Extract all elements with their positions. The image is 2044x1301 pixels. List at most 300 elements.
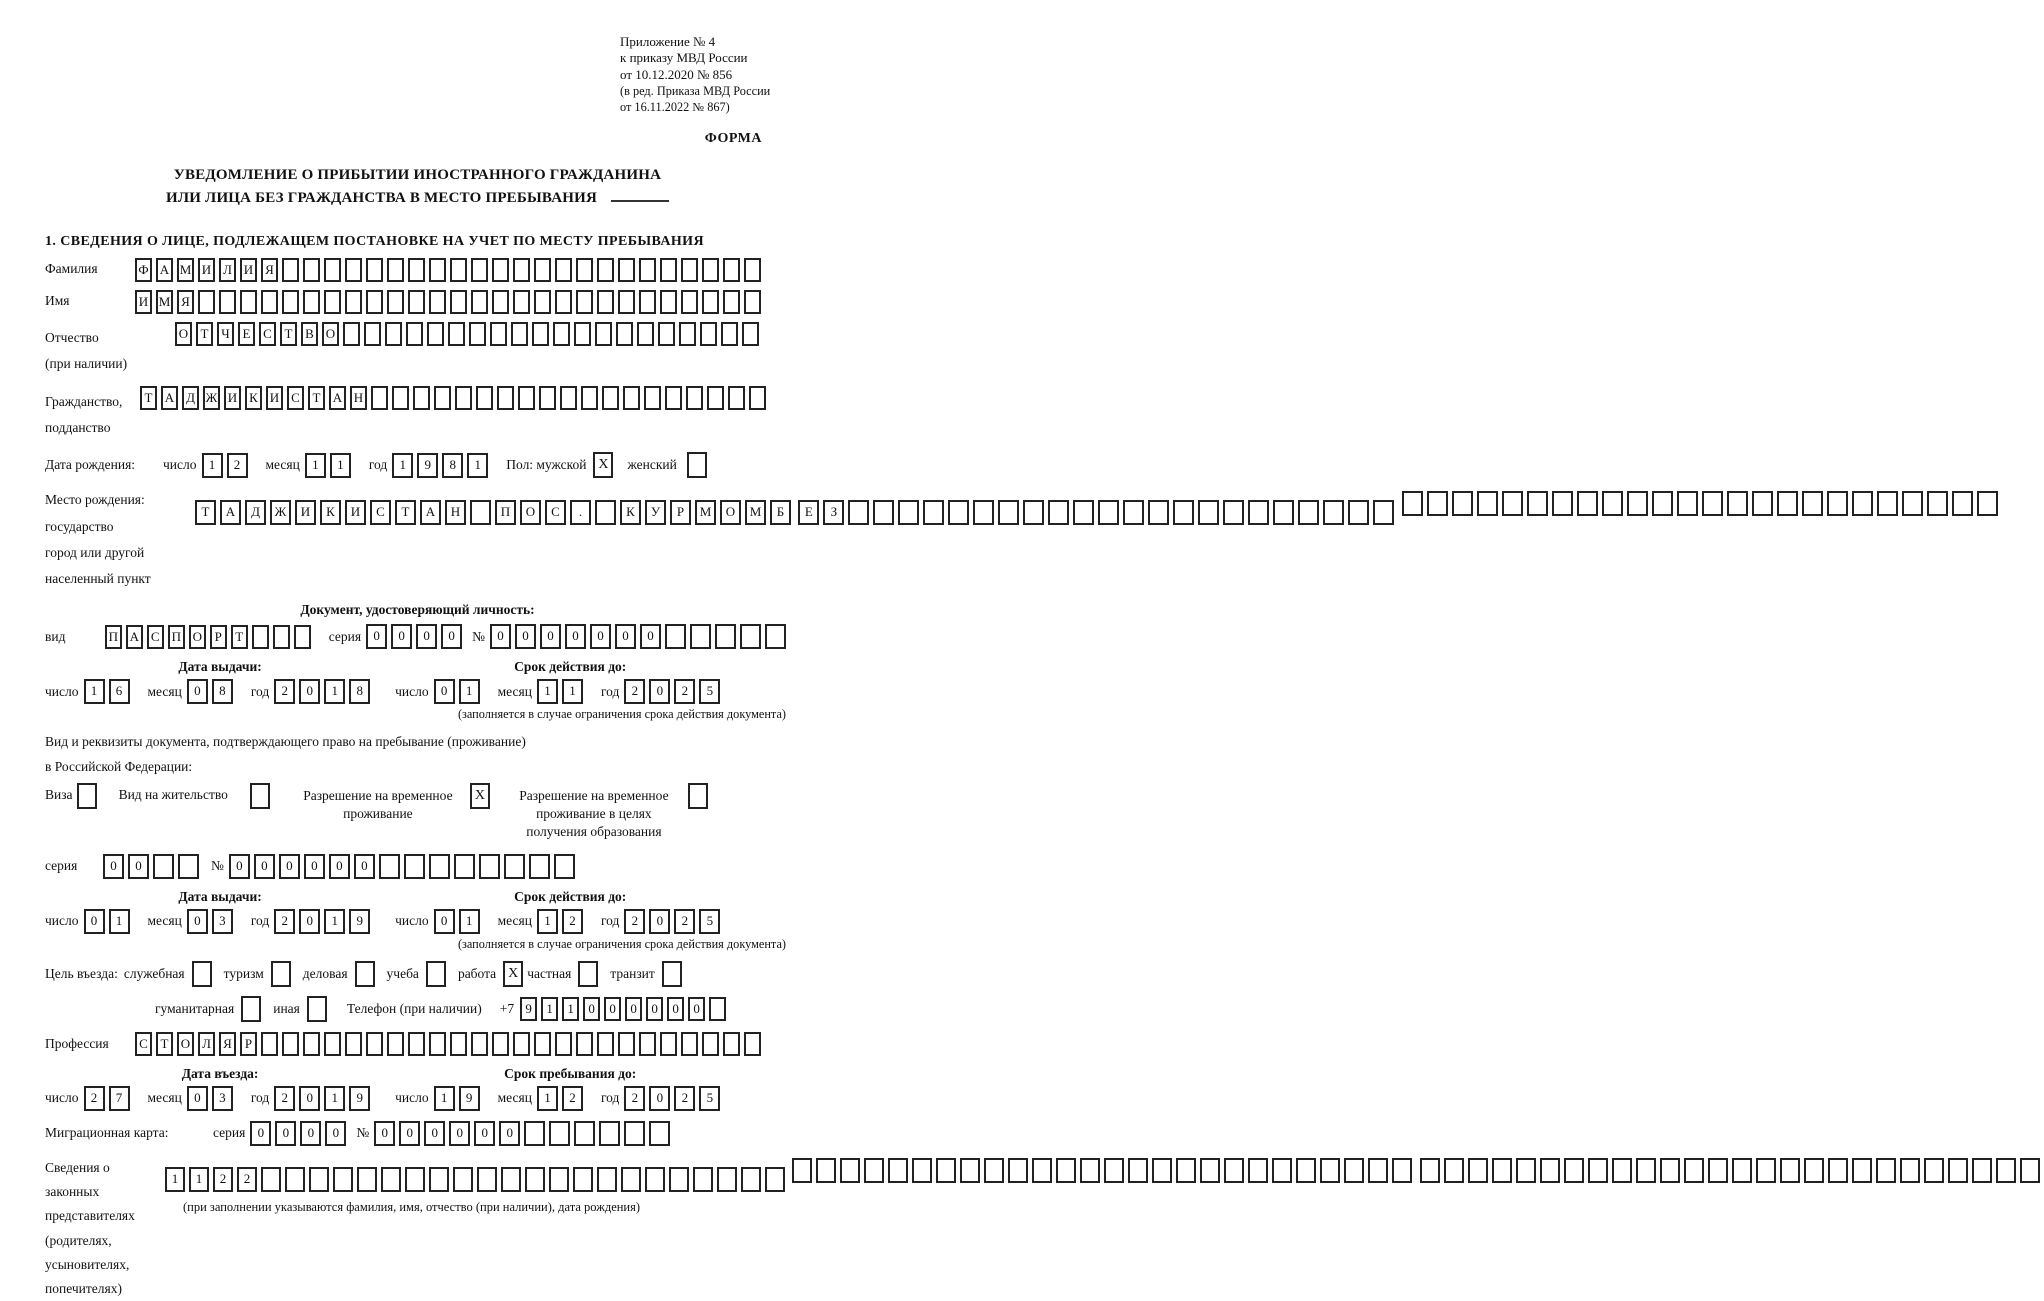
char-box[interactable] [1123, 500, 1144, 525]
char-box[interactable]: 1 [541, 997, 558, 1021]
char-box[interactable]: 0 [583, 997, 600, 1021]
char-box[interactable] [392, 386, 409, 410]
char-box[interactable] [1677, 491, 1698, 516]
char-box[interactable]: О [520, 500, 541, 525]
char-box[interactable] [665, 624, 686, 649]
char-box[interactable] [1684, 1158, 1704, 1183]
purpose-work-checkbox[interactable]: X [503, 961, 523, 987]
char-box[interactable] [219, 290, 236, 314]
char-box[interactable] [554, 854, 575, 879]
char-box[interactable] [198, 290, 215, 314]
char-box[interactable] [282, 258, 299, 282]
char-box[interactable]: 0 [391, 624, 412, 649]
char-box[interactable] [1827, 491, 1848, 516]
char-box[interactable] [618, 258, 635, 282]
char-box[interactable]: 1 [165, 1167, 185, 1192]
char-box[interactable] [1344, 1158, 1364, 1183]
char-box[interactable] [644, 386, 661, 410]
char-box[interactable] [504, 854, 525, 879]
char-box[interactable] [723, 290, 740, 314]
char-box[interactable]: 0 [474, 1121, 495, 1146]
char-box[interactable] [702, 1032, 719, 1056]
char-box[interactable] [252, 625, 269, 649]
char-box[interactable] [471, 258, 488, 282]
char-box[interactable] [1972, 1158, 1992, 1183]
char-box[interactable] [492, 290, 509, 314]
char-box[interactable] [429, 290, 446, 314]
char-box[interactable] [912, 1158, 932, 1183]
char-box[interactable] [429, 1032, 446, 1056]
char-box[interactable]: 8 [442, 453, 463, 478]
char-box[interactable] [450, 258, 467, 282]
char-box[interactable]: 0 [646, 997, 663, 1021]
char-box[interactable]: И [135, 290, 152, 314]
char-box[interactable] [1492, 1158, 1512, 1183]
char-box[interactable]: 0 [590, 624, 611, 649]
char-box[interactable] [1732, 1158, 1752, 1183]
char-box[interactable] [1452, 491, 1473, 516]
char-box[interactable]: К [245, 386, 262, 410]
char-box[interactable]: 2 [562, 1086, 583, 1111]
char-box[interactable]: 8 [349, 679, 370, 704]
char-box[interactable] [261, 1032, 278, 1056]
char-box[interactable] [366, 258, 383, 282]
char-box[interactable]: Ж [270, 500, 291, 525]
char-box[interactable]: 1 [324, 679, 345, 704]
char-box[interactable]: 0 [649, 909, 670, 934]
char-box[interactable] [1444, 1158, 1464, 1183]
char-box[interactable] [366, 290, 383, 314]
rvp-checkbox[interactable]: X [470, 783, 490, 809]
char-box[interactable]: 0 [449, 1121, 470, 1146]
char-box[interactable] [379, 854, 400, 879]
char-box[interactable] [513, 290, 530, 314]
char-box[interactable] [1828, 1158, 1848, 1183]
char-box[interactable]: К [620, 500, 641, 525]
char-box[interactable] [469, 322, 486, 346]
char-box[interactable]: И [224, 386, 241, 410]
char-box[interactable]: О [189, 625, 206, 649]
char-box[interactable]: 0 [615, 624, 636, 649]
char-box[interactable]: И [266, 386, 283, 410]
char-box[interactable] [1402, 491, 1423, 516]
char-box[interactable] [749, 386, 766, 410]
char-box[interactable]: 0 [374, 1121, 395, 1146]
char-box[interactable] [1627, 491, 1648, 516]
char-box[interactable] [178, 854, 199, 879]
char-box[interactable]: Р [670, 500, 691, 525]
char-box[interactable]: А [420, 500, 441, 525]
char-box[interactable] [702, 290, 719, 314]
char-box[interactable] [555, 290, 572, 314]
char-box[interactable] [525, 1167, 545, 1192]
char-box[interactable] [549, 1121, 570, 1146]
char-box[interactable]: И [240, 258, 257, 282]
char-box[interactable] [744, 258, 761, 282]
char-box[interactable] [1927, 491, 1948, 516]
char-box[interactable]: И [345, 500, 366, 525]
char-box[interactable] [649, 1121, 670, 1146]
char-box[interactable] [429, 854, 450, 879]
char-box[interactable] [555, 1032, 572, 1056]
char-box[interactable] [616, 322, 633, 346]
char-box[interactable]: 0 [187, 1086, 208, 1111]
char-box[interactable]: 0 [625, 997, 642, 1021]
char-box[interactable]: 0 [279, 854, 300, 879]
char-box[interactable] [715, 624, 736, 649]
char-box[interactable] [1224, 1158, 1244, 1183]
char-box[interactable]: М [695, 500, 716, 525]
char-box[interactable]: М [156, 290, 173, 314]
char-box[interactable] [1652, 491, 1673, 516]
char-box[interactable] [576, 290, 593, 314]
char-box[interactable] [1708, 1158, 1728, 1183]
char-box[interactable] [984, 1158, 1004, 1183]
char-box[interactable]: П [495, 500, 516, 525]
sex-female-checkbox[interactable] [687, 452, 707, 478]
char-box[interactable]: 5 [699, 1086, 720, 1111]
char-box[interactable]: 0 [187, 679, 208, 704]
char-box[interactable] [513, 1032, 530, 1056]
char-box[interactable] [639, 290, 656, 314]
char-box[interactable] [948, 500, 969, 525]
char-box[interactable]: 0 [649, 679, 670, 704]
char-box[interactable] [454, 854, 475, 879]
char-box[interactable]: 2 [562, 909, 583, 934]
char-box[interactable]: 9 [349, 1086, 370, 1111]
char-box[interactable]: 1 [109, 909, 130, 934]
char-box[interactable] [453, 1167, 473, 1192]
char-box[interactable] [599, 1121, 620, 1146]
char-box[interactable] [240, 290, 257, 314]
char-box[interactable] [816, 1158, 836, 1183]
char-box[interactable] [476, 386, 493, 410]
char-box[interactable]: 2 [674, 909, 695, 934]
char-box[interactable]: Р [240, 1032, 257, 1056]
char-box[interactable]: З [823, 500, 844, 525]
char-box[interactable] [1128, 1158, 1148, 1183]
char-box[interactable] [492, 258, 509, 282]
char-box[interactable]: 0 [84, 909, 105, 934]
char-box[interactable] [597, 258, 614, 282]
char-box[interactable] [740, 624, 761, 649]
char-box[interactable] [1996, 1158, 2016, 1183]
char-box[interactable] [848, 500, 869, 525]
char-box[interactable] [1540, 1158, 1560, 1183]
char-box[interactable] [581, 386, 598, 410]
char-box[interactable] [429, 258, 446, 282]
purpose-tourism-checkbox[interactable] [271, 961, 291, 987]
char-box[interactable] [479, 854, 500, 879]
char-box[interactable]: 9 [349, 909, 370, 934]
char-box[interactable] [309, 1167, 329, 1192]
char-box[interactable]: 1 [84, 679, 105, 704]
char-box[interactable] [490, 322, 507, 346]
char-box[interactable]: Р [210, 625, 227, 649]
char-box[interactable] [1056, 1158, 1076, 1183]
char-box[interactable] [1527, 491, 1548, 516]
char-box[interactable]: 1 [202, 453, 223, 478]
char-box[interactable]: 1 [459, 909, 480, 934]
char-box[interactable] [1516, 1158, 1536, 1183]
char-box[interactable] [623, 386, 640, 410]
char-box[interactable] [429, 1167, 449, 1192]
char-box[interactable] [574, 1121, 595, 1146]
visa-checkbox[interactable] [77, 783, 97, 809]
char-box[interactable]: С [545, 500, 566, 525]
char-box[interactable] [1392, 1158, 1412, 1183]
char-box[interactable] [1223, 500, 1244, 525]
char-box[interactable]: Д [182, 386, 199, 410]
char-box[interactable] [1248, 500, 1269, 525]
char-box[interactable] [1902, 491, 1923, 516]
char-box[interactable]: Е [798, 500, 819, 525]
char-box[interactable] [681, 258, 698, 282]
char-box[interactable] [1756, 1158, 1776, 1183]
char-box[interactable]: 0 [434, 909, 455, 934]
char-box[interactable] [792, 1158, 812, 1183]
char-box[interactable] [618, 290, 635, 314]
char-box[interactable]: С [147, 625, 164, 649]
char-box[interactable] [371, 386, 388, 410]
char-box[interactable]: 0 [300, 1121, 321, 1146]
char-box[interactable] [303, 290, 320, 314]
char-box[interactable] [1924, 1158, 1944, 1183]
char-box[interactable] [936, 1158, 956, 1183]
char-box[interactable]: 0 [304, 854, 325, 879]
char-box[interactable]: 2 [674, 1086, 695, 1111]
char-box[interactable] [1577, 491, 1598, 516]
char-box[interactable]: 0 [424, 1121, 445, 1146]
char-box[interactable]: 2 [624, 679, 645, 704]
char-box[interactable] [1023, 500, 1044, 525]
char-box[interactable] [357, 1167, 377, 1192]
char-box[interactable]: И [198, 258, 215, 282]
char-box[interactable] [723, 1032, 740, 1056]
char-box[interactable]: С [135, 1032, 152, 1056]
char-box[interactable]: А [329, 386, 346, 410]
char-box[interactable]: К [320, 500, 341, 525]
char-box[interactable]: 0 [565, 624, 586, 649]
char-box[interactable]: Т [140, 386, 157, 410]
char-box[interactable] [282, 290, 299, 314]
char-box[interactable]: Я [261, 258, 278, 282]
char-box[interactable] [345, 290, 362, 314]
char-box[interactable]: Т [156, 1032, 173, 1056]
char-box[interactable] [303, 258, 320, 282]
char-box[interactable] [1152, 1158, 1172, 1183]
char-box[interactable]: 0 [128, 854, 149, 879]
char-box[interactable] [470, 500, 491, 525]
char-box[interactable]: 0 [515, 624, 536, 649]
char-box[interactable]: 1 [324, 909, 345, 934]
purpose-study-checkbox[interactable] [426, 961, 446, 987]
char-box[interactable] [1427, 491, 1448, 516]
char-box[interactable]: 8 [212, 679, 233, 704]
char-box[interactable] [1777, 491, 1798, 516]
char-box[interactable] [261, 1167, 281, 1192]
char-box[interactable] [765, 624, 786, 649]
char-box[interactable] [744, 1032, 761, 1056]
char-box[interactable]: 0 [604, 997, 621, 1021]
char-box[interactable] [1148, 500, 1169, 525]
char-box[interactable]: 0 [366, 624, 387, 649]
char-box[interactable] [707, 386, 724, 410]
char-box[interactable] [324, 1032, 341, 1056]
char-box[interactable]: Н [350, 386, 367, 410]
char-box[interactable] [261, 290, 278, 314]
char-box[interactable] [1948, 1158, 1968, 1183]
char-box[interactable]: 0 [325, 1121, 346, 1146]
char-box[interactable]: 0 [434, 679, 455, 704]
char-box[interactable] [343, 322, 360, 346]
char-box[interactable] [381, 1167, 401, 1192]
char-box[interactable] [679, 322, 696, 346]
char-box[interactable]: 2 [274, 679, 295, 704]
char-box[interactable] [408, 290, 425, 314]
char-box[interactable]: С [259, 322, 276, 346]
char-box[interactable]: О [177, 1032, 194, 1056]
char-box[interactable] [1900, 1158, 1920, 1183]
char-box[interactable] [658, 322, 675, 346]
char-box[interactable]: 0 [499, 1121, 520, 1146]
char-box[interactable]: 0 [490, 624, 511, 649]
char-box[interactable] [471, 1032, 488, 1056]
char-box[interactable]: 0 [540, 624, 561, 649]
char-box[interactable]: 2 [674, 679, 695, 704]
char-box[interactable]: Б [770, 500, 791, 525]
char-box[interactable]: А [161, 386, 178, 410]
char-box[interactable] [1564, 1158, 1584, 1183]
char-box[interactable] [1802, 491, 1823, 516]
purpose-transit-checkbox[interactable] [662, 961, 682, 987]
char-box[interactable] [681, 1032, 698, 1056]
char-box[interactable]: Т [195, 500, 216, 525]
char-box[interactable] [639, 258, 656, 282]
char-box[interactable] [744, 290, 761, 314]
char-box[interactable] [560, 386, 577, 410]
char-box[interactable] [1477, 491, 1498, 516]
char-box[interactable] [576, 258, 593, 282]
char-box[interactable]: Н [445, 500, 466, 525]
char-box[interactable]: 1 [392, 453, 413, 478]
char-box[interactable] [534, 1032, 551, 1056]
char-box[interactable]: 5 [699, 679, 720, 704]
char-box[interactable]: И [295, 500, 316, 525]
char-box[interactable] [1876, 1158, 1896, 1183]
char-box[interactable]: П [105, 625, 122, 649]
char-box[interactable] [1420, 1158, 1440, 1183]
char-box[interactable] [1198, 500, 1219, 525]
char-box[interactable]: 1 [562, 997, 579, 1021]
char-box[interactable] [1612, 1158, 1632, 1183]
char-box[interactable]: 2 [84, 1086, 105, 1111]
char-box[interactable]: Я [219, 1032, 236, 1056]
char-box[interactable] [1780, 1158, 1800, 1183]
char-box[interactable] [693, 1167, 713, 1192]
char-box[interactable] [873, 500, 894, 525]
char-box[interactable] [534, 258, 551, 282]
char-box[interactable] [303, 1032, 320, 1056]
char-box[interactable] [602, 386, 619, 410]
char-box[interactable]: 0 [299, 679, 320, 704]
char-box[interactable] [1804, 1158, 1824, 1183]
char-box[interactable] [364, 322, 381, 346]
char-box[interactable] [573, 1167, 593, 1192]
char-box[interactable] [534, 290, 551, 314]
char-box[interactable]: Т [280, 322, 297, 346]
char-box[interactable]: Т [231, 625, 248, 649]
char-box[interactable] [539, 386, 556, 410]
char-box[interactable] [1977, 491, 1998, 516]
char-box[interactable] [595, 500, 616, 525]
char-box[interactable] [686, 386, 703, 410]
char-box[interactable] [1702, 491, 1723, 516]
char-box[interactable]: 1 [305, 453, 326, 478]
char-box[interactable]: 2 [274, 909, 295, 934]
char-box[interactable] [471, 290, 488, 314]
char-box[interactable] [387, 1032, 404, 1056]
char-box[interactable]: 0 [103, 854, 124, 879]
char-box[interactable] [1368, 1158, 1388, 1183]
char-box[interactable]: М [177, 258, 194, 282]
sex-male-checkbox[interactable]: X [593, 452, 613, 478]
char-box[interactable] [385, 322, 402, 346]
char-box[interactable] [574, 322, 591, 346]
char-box[interactable] [1588, 1158, 1608, 1183]
char-box[interactable] [492, 1032, 509, 1056]
char-box[interactable]: 1 [467, 453, 488, 478]
char-box[interactable] [973, 500, 994, 525]
char-box[interactable]: 2 [237, 1167, 257, 1192]
residence-permit-checkbox[interactable] [250, 783, 270, 809]
char-box[interactable]: 0 [299, 1086, 320, 1111]
char-box[interactable] [1323, 500, 1344, 525]
char-box[interactable] [702, 258, 719, 282]
char-box[interactable] [618, 1032, 635, 1056]
char-box[interactable]: В [301, 322, 318, 346]
char-box[interactable] [1273, 500, 1294, 525]
char-box[interactable] [427, 322, 444, 346]
char-box[interactable]: 2 [624, 909, 645, 934]
char-box[interactable]: 1 [537, 909, 558, 934]
char-box[interactable]: 9 [417, 453, 438, 478]
char-box[interactable] [1098, 500, 1119, 525]
char-box[interactable] [1660, 1158, 1680, 1183]
char-box[interactable]: О [720, 500, 741, 525]
char-box[interactable]: 1 [459, 679, 480, 704]
char-box[interactable] [513, 258, 530, 282]
char-box[interactable]: 0 [441, 624, 462, 649]
char-box[interactable]: 0 [399, 1121, 420, 1146]
char-box[interactable] [282, 1032, 299, 1056]
char-box[interactable] [597, 1032, 614, 1056]
char-box[interactable] [898, 500, 919, 525]
char-box[interactable] [742, 322, 759, 346]
char-box[interactable] [1636, 1158, 1656, 1183]
char-box[interactable]: 2 [274, 1086, 295, 1111]
char-box[interactable] [413, 386, 430, 410]
char-box[interactable]: 0 [275, 1121, 296, 1146]
char-box[interactable] [450, 290, 467, 314]
char-box[interactable] [597, 1167, 617, 1192]
char-box[interactable] [576, 1032, 593, 1056]
char-box[interactable] [624, 1121, 645, 1146]
char-box[interactable] [387, 290, 404, 314]
char-box[interactable] [324, 290, 341, 314]
char-box[interactable] [645, 1167, 665, 1192]
char-box[interactable] [497, 386, 514, 410]
